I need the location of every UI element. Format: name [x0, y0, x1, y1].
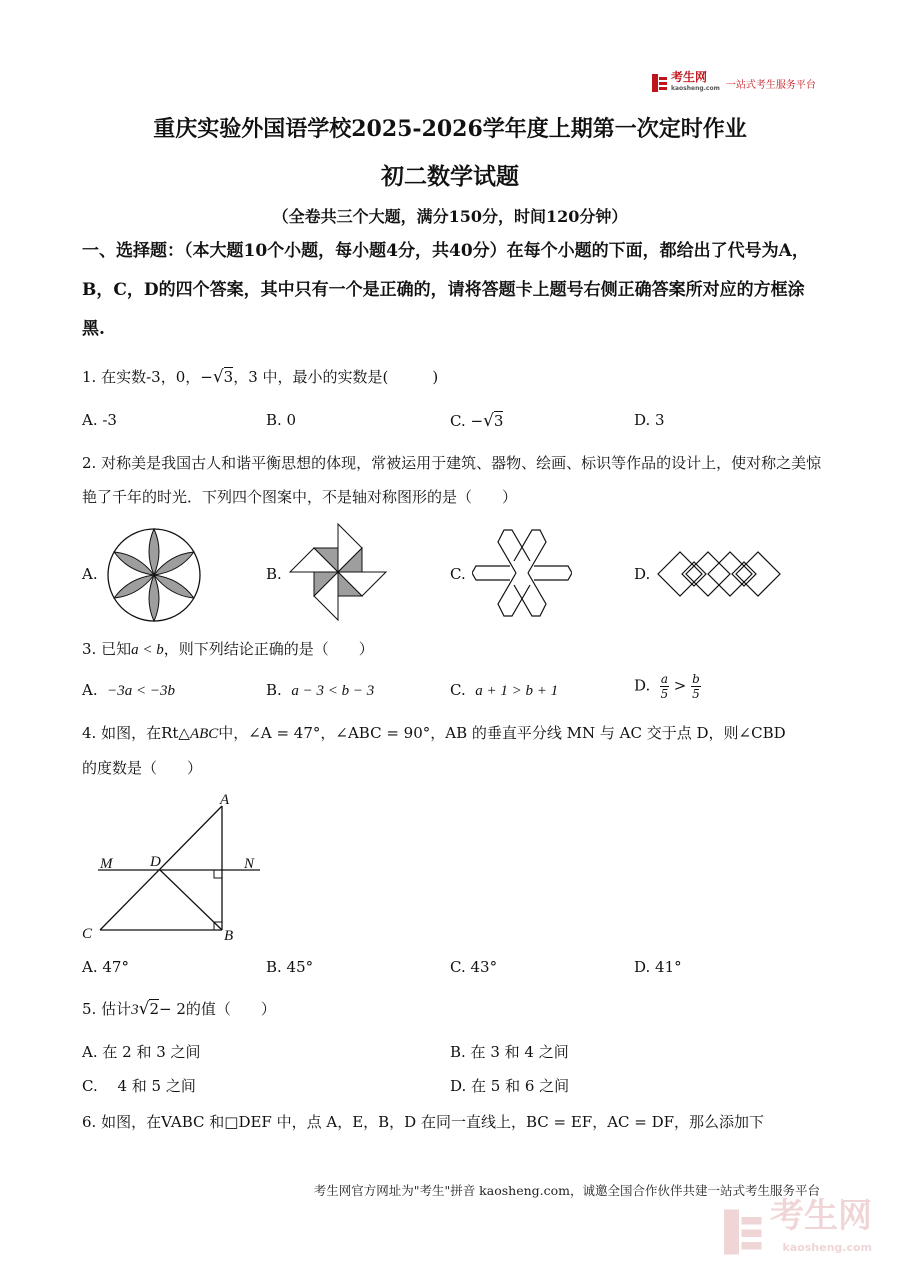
- logo-domain: kaosheng.com: [671, 85, 720, 92]
- q4-triangle-figure: [78, 788, 268, 948]
- q4-option-d: D. 41°: [634, 958, 682, 976]
- q3-option-d-frac-a: $\frac{a}{5}$: [660, 672, 669, 701]
- q3-stem-a: 3. 已知: [82, 640, 132, 658]
- q2-option-c: C.: [450, 565, 466, 583]
- q2-figure-b-pinwheel: [288, 522, 388, 622]
- watermark: [724, 1196, 872, 1264]
- q4-label-a: A: [220, 792, 230, 808]
- q3-option-b: [266, 681, 374, 700]
- question-4: [82, 716, 822, 785]
- q2-option-b: B.: [266, 565, 282, 583]
- question-6: 6. 如图，在VABC 和□DEF 中，点 A，E，B，D 在同一直线上，BC = EF，AC = DF，那么添加下: [82, 1113, 765, 1131]
- q3-option-a: [82, 681, 175, 700]
- q3-option-a-expr: −3a < −3b: [107, 683, 176, 699]
- q5-tail: − 2: [158, 1000, 186, 1018]
- q4-stem-a: 4. 如图，在Rt△: [82, 724, 190, 742]
- q3-option-d-label: D.: [634, 676, 651, 695]
- q1-option-c-neg: −: [470, 412, 484, 430]
- q1-stem-a: 1. 在实数-3，0，: [82, 368, 201, 386]
- q1-option-c-label: C.: [450, 412, 466, 430]
- q3-option-a-label: A.: [82, 681, 98, 699]
- logo-name: 考生网: [671, 70, 708, 84]
- q3-option-c: [450, 681, 558, 700]
- q3-option-c-label: C.: [450, 681, 466, 699]
- q5-radicand: 2: [149, 1000, 159, 1018]
- q4-label-m: M: [100, 856, 113, 872]
- q4-label-b: B: [224, 928, 234, 944]
- q5-stem-a: 5. 估计: [82, 1000, 132, 1018]
- q5-option-d: D. 在 5 和 6 之间: [450, 1077, 570, 1095]
- q5-option-c: C. 4 和 5 之间: [82, 1077, 196, 1095]
- sqrt-symbol: √: [483, 411, 494, 431]
- section-1-instructions: 一、选择题：（本大题10个小题，每小题4分，共40分）在每个小题的下面，都给出了代号为A，B，C，D的四个答案，其中只有一个是正确的，请将答题卡上题号右侧正确答案所对应的方框涂黑.: [82, 241, 809, 339]
- q4-stem-abc: ABC: [189, 726, 219, 742]
- q1-option-c-radicand: 3: [493, 412, 504, 430]
- q4-stem-b: 中，∠A = 47°，∠ABC = 90°，AB 的垂直平分线 MN 与 AC 交于点 D，则∠CBD: [218, 724, 786, 742]
- header-logo: [652, 72, 816, 94]
- q1-option-a: A. -3: [82, 411, 117, 429]
- q3-option-b-label: B.: [266, 681, 282, 699]
- watermark-domain: kaosheng.com: [782, 1241, 872, 1254]
- question-2: 2. 对称美是我国古人和谐平衡思想的体现，常被运用于建筑、器物、绘画、标识等作品的设计上，使对称之美惊艳了千年的时光．下列四个图案中，不是轴对称图形的是（ ）: [82, 454, 822, 506]
- q1-option-b: B. 0: [266, 411, 297, 429]
- q5-option-a: A. 在 2 和 3 之间: [82, 1043, 201, 1061]
- kaosheng-watermark-icon: [724, 1206, 764, 1258]
- q5-option-b: B. 在 3 和 4 之间: [450, 1043, 569, 1061]
- q4-label-d: D: [150, 854, 161, 870]
- q3-option-d-frac-b: $\frac{b}{5}$: [692, 672, 700, 701]
- question-1: [82, 360, 822, 394]
- sqrt-symbol: √: [138, 999, 150, 1019]
- page-footer: 考生网官方网址为"考生"拼音 kaosheng.com，诚邀全国合作伙伴共建一站式考生服务平台: [313, 1183, 820, 1198]
- q5-coef: 3: [131, 1002, 139, 1018]
- exam-title: 重庆实验外国语学校2025-2026学年度上期第一次定时作业: [153, 116, 747, 142]
- q4-option-c: C. 43°: [450, 958, 498, 976]
- q2-option-d: D.: [634, 565, 651, 583]
- exam-info: （全卷共三个大题，满分150分，时间120分钟）: [272, 207, 628, 226]
- q3-option-d-gt: >: [673, 676, 687, 695]
- q3-stem-b: ，则下列结论正确的是（ ）: [163, 640, 374, 658]
- q4-label-c: C: [82, 926, 93, 942]
- q1-option-d: D. 3: [634, 411, 665, 429]
- q3-stem-expr: a < b: [131, 642, 164, 658]
- q4-label-n: N: [244, 856, 255, 872]
- q5-stem-b: 的值（ ）: [185, 1000, 276, 1018]
- watermark-name: 考生网: [770, 1196, 872, 1236]
- q4-option-b: B. 45°: [266, 958, 314, 976]
- kaosheng-logo-icon: [652, 73, 668, 93]
- q2-option-a: A.: [82, 565, 98, 583]
- q2-figure-c-star: [472, 524, 572, 622]
- header-slogan: 一站式考生服务平台: [725, 79, 816, 91]
- q4-stem-c: 的度数是（ ）: [82, 759, 203, 777]
- q3-option-d: [634, 672, 701, 701]
- q1-radicand: 3: [223, 368, 234, 386]
- question-3: [82, 632, 822, 667]
- q3-option-b-expr: a − 3 < b − 3: [291, 683, 375, 699]
- q4-option-a: A. 47°: [82, 958, 129, 976]
- q3-option-c-expr: a + 1 > b + 1: [475, 683, 559, 699]
- q1-stem-c: ): [432, 368, 439, 386]
- q2-figure-a-flower: [106, 527, 202, 623]
- q1-stem-b: ，3 中，最小的实数是(: [233, 368, 389, 386]
- q1-neg-sign: −: [200, 368, 213, 386]
- q1-option-c: [450, 411, 503, 431]
- sqrt-symbol: √: [212, 367, 224, 387]
- exam-subject: 初二数学试题: [381, 163, 519, 190]
- q2-figure-d-diamonds: [656, 548, 782, 600]
- question-5: [82, 992, 822, 1027]
